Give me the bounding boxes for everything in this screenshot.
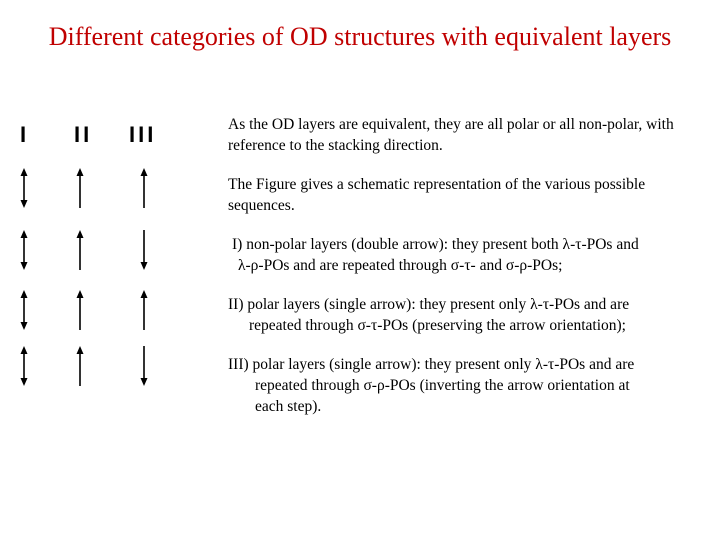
arrow-up-col-iii-row-1: [141, 168, 148, 208]
arrow-down-col-iii-row-2: [141, 230, 148, 270]
arrow-down-col-iii-row-4: [141, 346, 148, 386]
arrow-double-col-i-row-1: [21, 168, 28, 208]
explanation-text: [228, 114, 714, 435]
item-polar-inverting-line1: III) polar layers (single arrow): they present only λ-τ-POs and are: [228, 356, 635, 373]
arrow-up-col-ii-row-1: [77, 168, 84, 208]
item-non-polar: [228, 234, 714, 276]
slide-title: Different categories of OD structures with equivalent layers: [48, 22, 672, 51]
item-polar-preserving: [228, 294, 714, 336]
column-label-iii: III: [129, 122, 157, 147]
arrow-up-col-ii-row-2: [77, 230, 84, 270]
item-polar-preserving-line1: II) polar layers (single arrow): they present only λ-τ-POs and are: [228, 296, 630, 313]
item-polar-inverting-line3: each step).: [255, 398, 322, 415]
arrow-up-col-ii-row-4: [77, 346, 84, 386]
arrow-up-col-ii-row-3: [77, 290, 84, 330]
item-polar-preserving-line2: repeated through σ-τ-POs (preserving the arrow orientation);: [249, 317, 626, 334]
item-polar-inverting: [228, 354, 714, 417]
column-label-i: I: [20, 122, 30, 147]
column-label-ii: II: [74, 122, 93, 147]
arrow-double-col-i-row-4: [21, 346, 28, 386]
paragraph-figure-description: The Figure gives a schematic representation of the various possible sequences.: [228, 176, 646, 214]
arrow-double-col-i-row-3: [21, 290, 28, 330]
item-non-polar-line2: λ-ρ-POs and are repeated through σ-τ- and σ-ρ-POs;: [238, 257, 563, 274]
item-polar-inverting-line2: repeated through σ-ρ-POs (inverting the arrow orientation at: [255, 377, 630, 394]
arrow-double-col-i-row-2: [21, 230, 28, 270]
paragraph-equivalent-layers: As the OD layers are equivalent, they are all polar or all non-polar, with reference to the stacking direction.: [228, 116, 674, 154]
arrow-up-col-iii-row-3: [141, 290, 148, 330]
item-non-polar-line1: I) non-polar layers (double arrow): they present both λ-τ-POs and: [232, 236, 639, 253]
